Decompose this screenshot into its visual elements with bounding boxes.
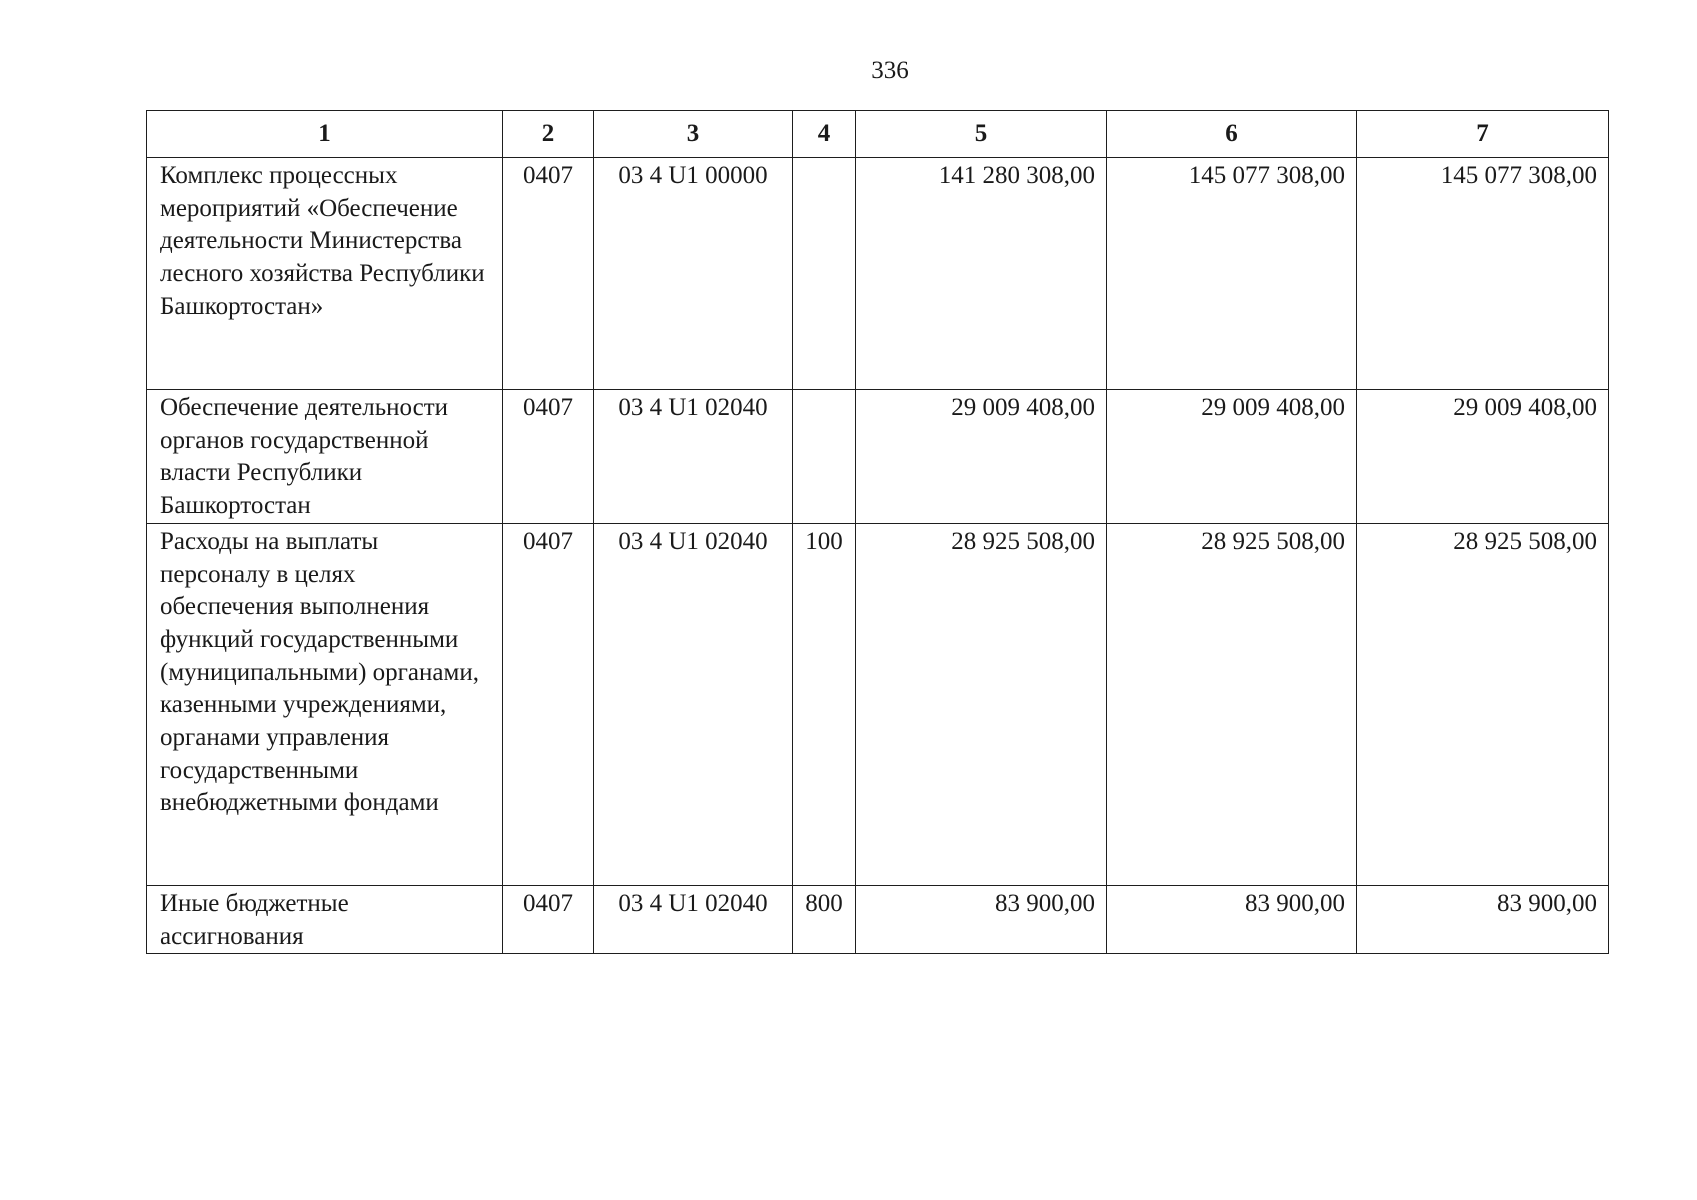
row-expense-type: 800 (793, 885, 856, 953)
budget-table (146, 110, 1609, 954)
row-target: 03 4 U1 02040 (594, 885, 793, 953)
row-section: 0407 (503, 390, 594, 524)
row-amount-2: 145 077 308,00 (1107, 158, 1357, 390)
header-row (147, 111, 1609, 158)
row-target: 03 4 U1 00000 (594, 158, 793, 390)
row-section: 0407 (503, 158, 594, 390)
column-header: 5 (856, 111, 1107, 158)
row-amount-3: 29 009 408,00 (1357, 390, 1609, 524)
row-amount-2: 28 925 508,00 (1107, 523, 1357, 885)
row-amount-2: 83 900,00 (1107, 885, 1357, 953)
row-name: Обеспечение деятельности органов государственной власти Республики Башкортостан (147, 390, 503, 524)
row-amount-3: 145 077 308,00 (1357, 158, 1609, 390)
table-row (147, 158, 1609, 390)
row-name: Расходы на выплаты персоналу в целях обеспечения выполнения функций государственными (муниципальными) органами, казенными учреждениями, органами управления государственными внебюджетными фондами (147, 523, 503, 885)
column-header: 7 (1357, 111, 1609, 158)
row-amount-3: 83 900,00 (1357, 885, 1609, 953)
row-section: 0407 (503, 523, 594, 885)
row-amount-2: 29 009 408,00 (1107, 390, 1357, 524)
row-amount-1: 28 925 508,00 (856, 523, 1107, 885)
column-header: 2 (503, 111, 594, 158)
row-section: 0407 (503, 885, 594, 953)
row-name: Иные бюджетные ассигнования (147, 885, 503, 953)
row-target: 03 4 U1 02040 (594, 523, 793, 885)
column-header: 1 (147, 111, 503, 158)
column-header: 4 (793, 111, 856, 158)
row-expense-type (793, 158, 856, 390)
column-header: 3 (594, 111, 793, 158)
column-header: 6 (1107, 111, 1357, 158)
row-amount-3: 28 925 508,00 (1357, 523, 1609, 885)
table-row (147, 885, 1609, 953)
page-number: 336 (871, 57, 909, 84)
table-row (147, 390, 1609, 524)
row-amount-1: 141 280 308,00 (856, 158, 1107, 390)
row-target: 03 4 U1 02040 (594, 390, 793, 524)
row-expense-type: 100 (793, 523, 856, 885)
row-amount-1: 29 009 408,00 (856, 390, 1107, 524)
row-expense-type (793, 390, 856, 524)
row-name: Комплекс процессных мероприятий «Обеспечение деятельности Министерства лесного хозяйства Республики Башкортостан» (147, 158, 503, 390)
row-amount-1: 83 900,00 (856, 885, 1107, 953)
table-row (147, 523, 1609, 885)
